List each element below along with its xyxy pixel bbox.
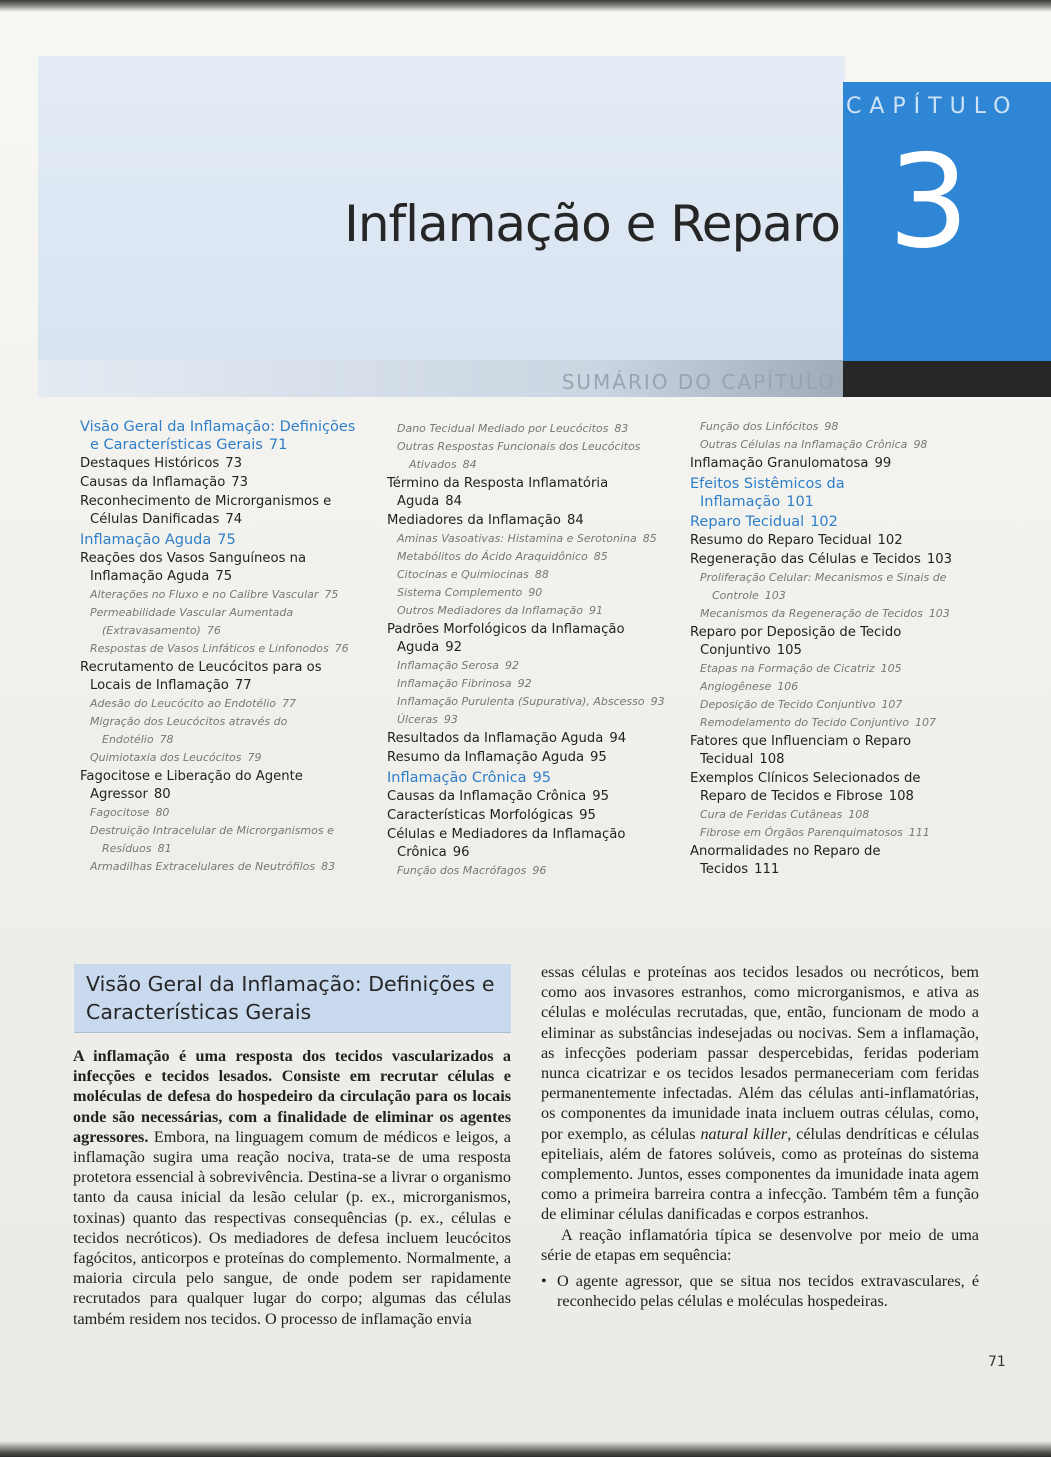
toc-entry-title: Reações dos Vasos Sanguíneos na Inflamação Aguda [80,551,307,584]
toc-entry [387,657,667,675]
toc-entry-page: 94 [609,731,627,746]
toc-entry-page: 73 [225,456,243,471]
toc-entry-page: 76 [334,642,349,655]
toc-entry [690,551,960,569]
toc-entry-page: 74 [225,512,243,527]
toc-entry-title: Destaques Históricos [80,456,220,471]
toc-entry-title: Alterações no Fluxo e no Calibre Vascular [90,588,319,601]
toc-entry-page: 106 [777,680,799,693]
toc-entry [690,660,960,678]
toc-entry-page: 107 [881,698,903,711]
paragraph-continued-end: , células dendríticas e células epiteliais, além de fatores solúveis, como as proteínas do sistema complemento. Juntos, esses componentes da imunidade inata agem como a primeira barreira contra a infecção. Também têm a função de eliminar células danificadas e corpos estranhos. [541,1124,979,1224]
toc-entry-title: Fatores que Influenciam o Reparo Tecidual [690,734,912,767]
toc-entry [80,858,362,876]
toc-entry [690,475,960,511]
toc-entry-page: 92 [445,640,462,655]
toc-entry-page: 76 [206,624,221,637]
toc-entry-page: 75 [217,532,236,548]
toc-entry-title: Migração dos Leucócitos através do Endotélio [90,715,288,746]
toc-entry [80,695,362,713]
toc-entry [387,711,667,729]
toc-entry-title: Resumo da Inflamação Aguda [387,750,585,765]
section-heading: Visão Geral da Inflamação: Definições e Características Gerais [86,972,495,1024]
toc-entry-page: 111 [908,826,930,839]
toc-entry [80,822,362,858]
toc-entry-page: 84 [462,458,477,471]
toc-entry [690,696,960,714]
toc-column-2 [387,420,667,880]
toc-entry [387,788,667,806]
toc-entry-title: Características Morfológicas [387,808,574,823]
toc-entry-page: 95 [579,808,596,823]
toc-entry-title: Respostas de Vasos Linfáticos e Linfonodos [90,642,329,655]
toc-entry [387,621,667,657]
toc-entry-page: 85 [642,532,657,545]
toc-entry-title: Visão Geral da Inflamação: Definições e Características Gerais [80,419,356,453]
toc-entry [387,548,667,566]
toc-entry [690,532,960,550]
toc-entry [387,512,667,530]
toc-entry [80,640,362,658]
toc-entry [387,475,667,511]
toc-entry-title: Quimiotaxia dos Leucócitos [90,751,242,764]
toc-entry-page: 108 [759,752,785,767]
toc-entry-page: 103 [764,589,786,602]
toc-entry-title: Inflamação Serosa [397,659,500,672]
toc-entry-title: Permeabilidade Vascular Aumentada (Extravasamento) [90,606,294,637]
chapter-number: 3 [888,128,970,277]
toc-entry-title: Outros Mediadores da Inflamação [397,604,583,617]
toc-column-1 [80,416,362,876]
chapter-title: Inflamação e Reparo [344,195,840,253]
toc-entry [387,826,667,862]
toc-entry [690,733,960,769]
intro-paragraph [73,1046,511,1329]
chapter-label: CAPÍTULO [846,94,1019,119]
toc-entry [387,438,667,474]
toc-entry-title: Destruição Intracelular de Microrganismos e Resíduos [90,824,334,855]
toc-entry [690,678,960,696]
toc-entry [690,569,960,605]
toc-entry [690,843,960,879]
toc-entry-title: Dano Tecidual Mediado por Leucócitos [397,422,609,435]
toc-entry-page: 83 [321,860,336,873]
bullet-item: • O agente agressor, que se situa nos tecidos extravasculares, é reconhecido pelas células e moléculas hospedeiras. [541,1271,979,1311]
toc-entry-page: 85 [593,550,608,563]
toc-entry-title: Função dos Linfócitos [700,420,819,433]
toc-entry [80,659,362,695]
toc-entry-title: Inflamação Aguda [80,532,212,548]
toc-entry [387,420,667,438]
toc-entry-title: Reconhecimento de Microrganismos e Células Danificadas [80,494,332,527]
toc-entry-page: 88 [534,568,549,581]
toc-entry-title: Metabólitos do Ácido Araquidônico [397,550,588,563]
natural-killer-term: natural killer [700,1124,788,1143]
toc-entry [690,436,960,454]
toc-entry [80,713,362,749]
toc-entry-title: Cura de Feridas Cutâneas [700,808,843,821]
toc-entry-title: Inflamação Granulomatosa [690,456,869,471]
toc-entry-page: 103 [926,552,953,567]
toc-entry-title: Anormalidades no Reparo de Tecidos [690,844,881,877]
toc-entry-page: 79 [247,751,262,764]
toc-entry-title: Fagocitose e Liberação do Agente Agressor [80,769,303,802]
toc-entry-page: 75 [324,588,339,601]
toc-entry-page: 98 [824,420,839,433]
toc-entry-title: Deposição de Tecido Conjuntivo [700,698,876,711]
toc-entry [690,624,960,660]
toc-entry-page: 95 [532,770,552,786]
toc-entry-title: Causas da Inflamação [80,475,226,490]
toc-entry-page: 99 [874,456,892,471]
toc-entry-page: 93 [650,695,665,708]
toc-entry-title: Outras Células na Inflamação Crônica [700,438,908,451]
toc-entry [80,749,362,767]
toc-entry-title: Função dos Macrófagos [397,864,527,877]
toc-entry-title: Proliferação Celular: Mecanismos e Sinais de Controle [700,571,947,602]
toc-entry-title: Reparo Tecidual [690,514,805,530]
toc-entry-page: 71 [268,437,288,453]
toc-entry [387,769,667,787]
page-bottom-edge-shadow [0,1441,1051,1457]
toc-entry-title: Resumo do Reparo Tecidual [690,533,872,548]
page-top-edge-shadow [0,0,1051,12]
toc-entry-page: 92 [517,677,532,690]
toc-entry-title: Exemplos Clínicos Selecionados de Reparo de Tecidos e Fibrose [690,771,921,804]
body-column-right [541,962,979,1311]
toc-entry-page: 96 [452,845,470,860]
toc-entry-page: 80 [153,787,171,802]
toc-entry-title: Mecanismos da Regeneração de Tecidos [700,607,923,620]
toc-entry [80,493,362,529]
toc-entry [80,455,362,473]
section-heading-box [74,964,511,1033]
toc-entry-title: Padrões Morfológicos da Inflamação Aguda [387,622,625,655]
toc-entry-title: Angiogênese [700,680,772,693]
toc-entry-page: 98 [913,438,928,451]
toc-entry-title: Úlceras [397,713,438,726]
toc-entry-page: 75 [215,569,233,584]
toc-entry-title: Células e Mediadores da Inflamação Crônica [387,827,626,860]
toc-entry-page: 80 [155,806,170,819]
toc-entry-title: Sistema Complemento [397,586,523,599]
toc-entry-title: Mediadores da Inflamação [387,513,561,528]
toc-entry-title: Inflamação Purulenta (Supurativa), Abscesso [397,695,645,708]
toc-entry [387,584,667,602]
toc-entry-page: 111 [754,862,780,877]
toc-entry-page: 91 [588,604,603,617]
toc-entry-title: Fagocitose [90,806,150,819]
toc-entry-page: 77 [234,678,252,693]
toc-entry [690,418,960,436]
toc-entry [80,474,362,492]
toc-entry [690,806,960,824]
page-number: 71 [988,1354,1006,1370]
toc-entry-page: 92 [505,659,520,672]
toc-entry-title: Resultados da Inflamação Aguda [387,731,604,746]
toc-entry-title: Armadilhas Extracelulares de Neutrófilos [90,860,316,873]
toc-entry-page: 103 [928,607,950,620]
toc-entry [387,807,667,825]
toc-entry [690,513,960,531]
toc-entry-title: Reparo por Deposição de Tecido Conjuntivo [690,625,902,658]
toc-entry-page: 102 [877,533,903,548]
summary-bar-dark-end [843,360,1051,397]
paragraph-continued-text: essas células e proteínas aos tecidos lesados ou necróticos, bem como aos invasores estranhos, como microrganismos, e ativa as células e moléculas recrutadas, que, então, funcionam de modo a eliminar as substâncias indesejadas ou nocivas. Sem a inflamação, as infecções poderiam passar despercebidas, feridas poderiam nunca cicatrizar e os tecidos lesados permaneceriam com feridas permanentemente infectadas. Além das células anti-inflamatórias, os componentes da imunidade inata incluem outras células, como, por exemplo, as células [541,963,979,1143]
toc-entry-page: 83 [614,422,629,435]
toc-entry [690,455,960,473]
toc-entry-page: 105 [776,643,802,658]
toc-entry-title: Inflamação Crônica [387,770,527,786]
toc-entry-title: Fibrose em Órgãos Parenquimatosos [700,826,903,839]
toc-entry-page: 96 [532,864,547,877]
toc-entry-title: Etapas na Formação de Cicatriz [700,662,875,675]
toc-entry-title: Causas da Inflamação Crônica [387,789,587,804]
toc-entry [690,714,960,732]
toc-entry [387,602,667,620]
intro-bold-lead: A inflamação é uma resposta dos tecidos vascularizados a infecções e tecidos lesados. Consiste em recrutar células e moléculas de defesa do hospedeiro da circulação para os locais onde são necessárias, com a finalidade de eliminar os agentes agressores. [73,1047,511,1146]
toc-entry [80,531,362,549]
toc-entry [80,418,362,454]
toc-entry-page: 95 [592,789,610,804]
toc-entry-title: Aminas Vasoativas: Histamina e Serotonina [397,532,637,545]
toc-entry-page: 108 [848,808,870,821]
toc-entry-title: Efeitos Sistêmicos da Inflamação [690,476,845,510]
toc-entry-page: 84 [566,513,584,528]
paragraph-continued [541,962,979,1225]
toc-entry-page: 105 [880,662,902,675]
toc-entry-page: 78 [159,733,174,746]
toc-entry-page: 90 [528,586,543,599]
toc-entry [387,693,667,711]
chapter-summary-title: SUMÁRIO DO CAPÍTULO [561,370,836,394]
toc-entry [80,768,362,804]
toc-entry-title: Término da Resposta Inflamatória Aguda [387,476,609,509]
toc-entry [387,530,667,548]
toc-entry-page: 77 [282,697,296,710]
toc-column-3 [690,418,960,879]
toc-entry [690,770,960,806]
toc-entry [80,604,362,640]
toc-entry-title: Regeneração das Células e Tecidos [690,552,921,567]
toc-entry [690,605,960,623]
toc-entry [80,804,362,822]
toc-entry-page: 107 [915,716,937,729]
toc-entry-page: 101 [786,494,814,510]
toc-entry-page: 84 [445,494,462,509]
toc-entry-title: Citocinas e Quimiocinas [397,568,529,581]
toc-entry-title: Outras Respostas Funcionais dos Leucócitos Ativados [397,440,641,471]
toc-entry-title: Remodelamento do Tecido Conjuntivo [700,716,910,729]
toc-entry [80,550,362,586]
intro-rest: Embora, na linguagem comum de médicos e leigos, a inflamação sugira uma reação nociva, trata-se de uma resposta protetora essencial à sobrevivência. Destina-se a livrar o organismo tanto da causa inicial da lesão celular (p. ex., microrganismos, toxinas) quanto das respectivas consequências (p. ex., células e tecidos necróticos). Os mediadores de defesa incluem leucócitos fagócitos, anticorpos e proteínas do complemento. Normalmente, a maioria circula pelo sangue, de onde podem ser rapidamente recrutados para qualquer lugar do corpo; algumas das células também residem nos tecidos. O processo de inflamação envia [73,1127,511,1328]
body-column-left [73,1046,511,1329]
toc-entry [387,675,667,693]
toc-entry-page: 102 [810,514,838,530]
toc-entry-title: Recrutamento de Leucócitos para os Locais de Inflamação [80,660,322,693]
toc-entry-page: 108 [888,789,914,804]
toc-entry [387,566,667,584]
toc-entry-page: 73 [231,475,249,490]
toc-entry-title: Inflamação Fibrinosa [397,677,512,690]
toc-entry [690,824,960,842]
toc-entry-page: 81 [157,842,172,855]
toc-entry-page: 95 [590,750,607,765]
toc-entry [387,730,667,748]
steps-intro-paragraph: A reação inflamatória típica se desenvolve por meio de uma série de etapas em sequência: [541,1225,979,1264]
toc-entry-title: Adesão do Leucócito ao Endotélio [90,697,276,710]
toc-entry-page: 93 [443,713,458,726]
toc-entry [387,749,667,767]
toc-entry [80,586,362,604]
toc-entry [387,862,667,880]
